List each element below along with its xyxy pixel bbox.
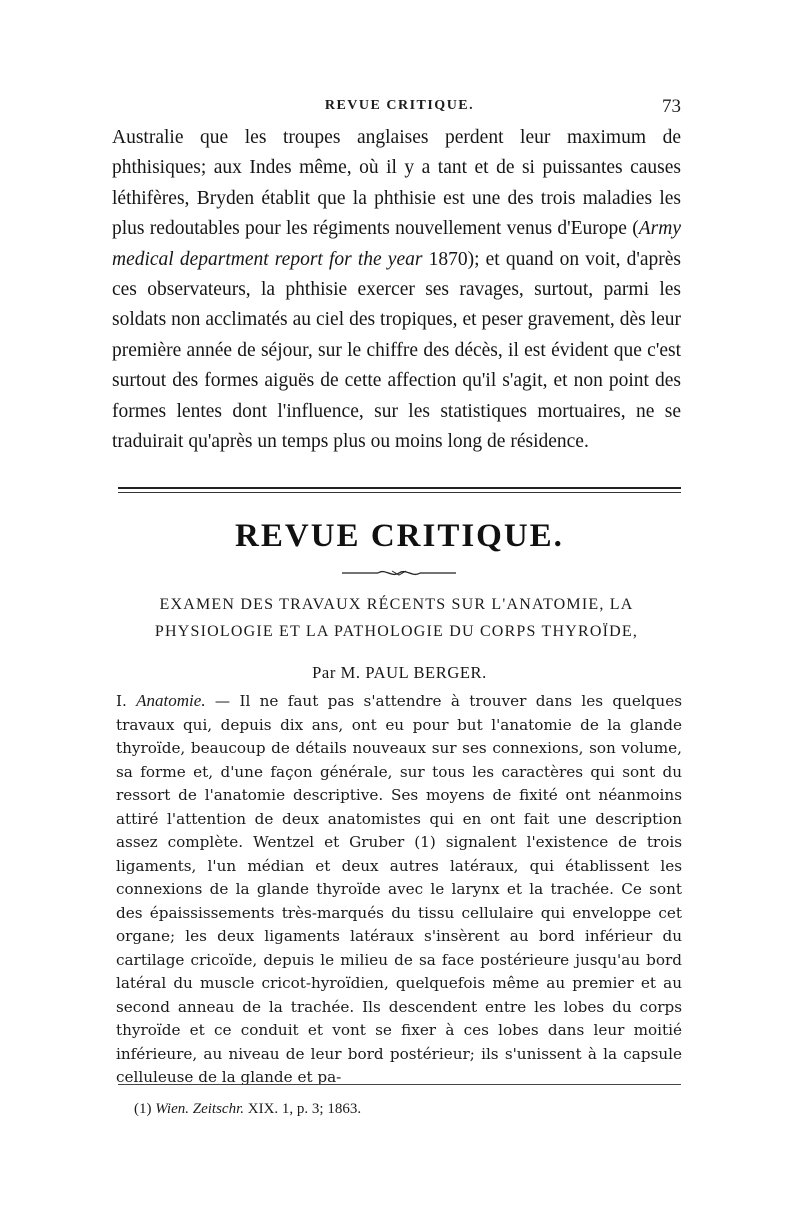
- divider-thin-rule: [118, 492, 681, 493]
- footnote: [134, 1101, 674, 1118]
- divider-thick-rule: [118, 487, 681, 489]
- section-title: REVUE CRITIQUE.: [235, 518, 564, 554]
- report-title-italic: Army medical department report for the year: [112, 218, 681, 270]
- section-divider: [118, 487, 681, 495]
- continued-paragraph-text-end: 1870); et quand on voit, d'après ces observateurs, la phthisie exercer ses ravages, surtout, parmi les soldats non acclimatés au ciel des tropiques, et peser gravement, dès leur première année de séjour, sur le chiffre des décès, il est évident que c'est surtout des formes aiguës de cette affection qu'il s'agit, et non point des formes lentes dont l'influence, sur les statistiques mortuaires, ne se traduirait qu'après un temps plus ou moins long de résidence.: [112, 248, 681, 453]
- page-number: 73: [662, 96, 681, 117]
- ornament-flourish: [340, 566, 458, 580]
- anatomy-paragraph-text: — Il ne faut pas s'attendre à trouver dans les quelques travaux qui, depuis dix ans, ont eu pour but l'anatomie de la glande thyroïde, beaucoup de détails nouveaux sur ses connexions, son volume, sa forme et, d'une façon générale, sur tous les caractères qui sont du ressort de l'anatomie descriptive. Ses moyens de fixité ont néanmoins attiré l'attention de deux anatomistes qui en ont fait une description assez complète. Wentzel et Gruber (1) signalent l'existence de trois ligaments, l'un médian et deux autres latéraux, qui établissent les connexions de la glande thyroïde avec le larynx et la trachée. Ce sont des épaississements très-marqués du tissu cellulaire qui enveloppe cet organe; les deux ligaments latéraux s'insèrent au bord inférieur du cartilage cricoïde, depuis le milieu de sa face postérieure jusqu'au bord latéral du muscle cricot-hyroïdien, quelquefois même au premier et au second anneau de la trachée. Ils descendent entre les lobes du corps thyroïde et ce conduit et vont se fixer à ces lobes dans leur moitié inférieure, au niveau de leur bord postérieur; ils s'unissent à la capsule celluleuse de la glande et pa-: [116, 692, 682, 1086]
- section-number: I.: [116, 692, 137, 710]
- author-byline: Par M. PAUL BERGER.: [312, 663, 487, 682]
- footnote-rule: [118, 1084, 681, 1085]
- footnote-journal-italic: Wien. Zeitschr.: [155, 1101, 244, 1117]
- continued-paragraph-text-start: Australie que les troupes anglaises perdent leur maximum de phthisiques; aux Indes même, où il y a tant et de si puissantes causes léthifères, Bryden établit que la phthisie est une des trois maladies les plus redoutables pour les régiments nouvellement venus d'Europe (: [112, 127, 681, 240]
- footnote-text: XIX. 1, p. 3; 1863.: [244, 1101, 362, 1117]
- article-heading: EXAMEN DES TRAVAUX RÉCENTS SUR L'ANATOMIE, LA PHYSIOLOGIE ET LA PATHOLOGIE DU CORPS THYROÏDE,: [154, 596, 639, 640]
- anatomy-paragraph: [116, 689, 682, 1090]
- running-head: [118, 98, 681, 120]
- continued-paragraph: [112, 123, 681, 457]
- running-head-title: REVUE CRITIQUE.: [324, 98, 475, 113]
- footnote-marker: (1): [134, 1101, 156, 1117]
- anatomy-subheading: Anatomie.: [136, 691, 206, 710]
